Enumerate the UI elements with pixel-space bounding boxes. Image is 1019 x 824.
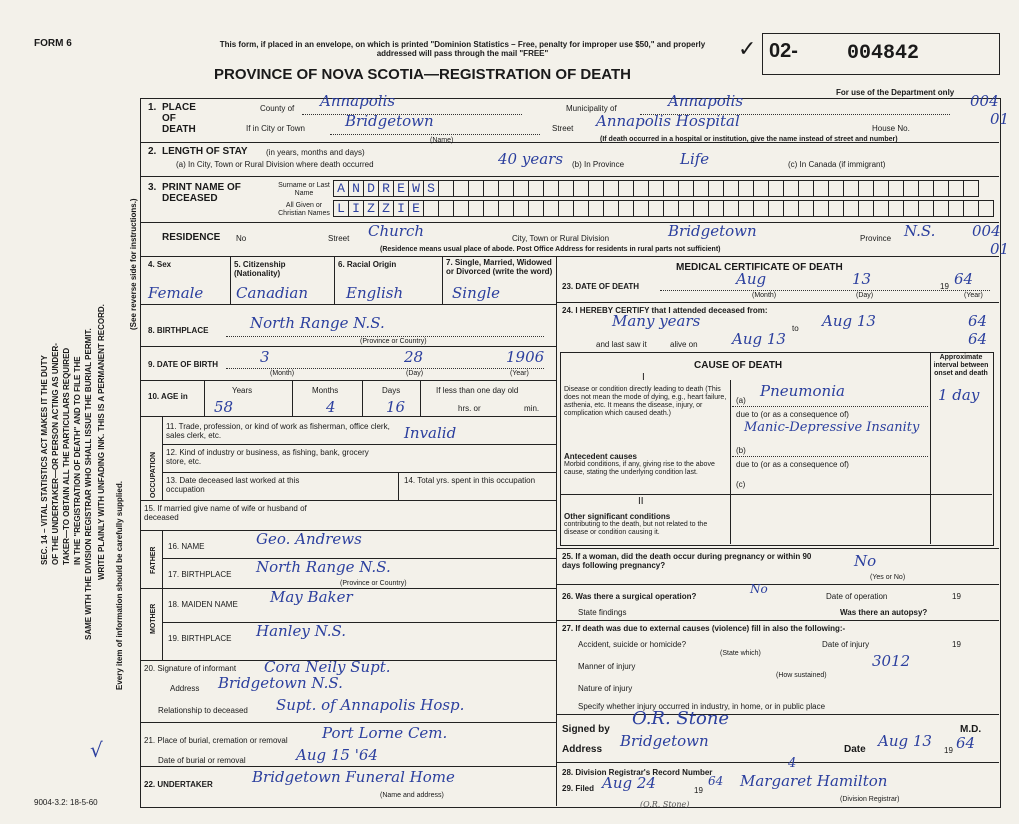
form-title: PROVINCE OF NOVA SCOTIA—REGISTRATION OF DEATH <box>214 66 631 83</box>
hrs-label: hrs. or <box>458 404 481 413</box>
autopsy-label: Was there an autopsy? <box>840 608 928 617</box>
side-text-2: OF THE UNDERTAKER—OR PERSON ACTING AS UNDER- <box>51 343 60 565</box>
side-text-3: TAKER—TO OBTAIN ALL THE PARTICULARS REQUIRED <box>62 347 71 565</box>
house-no-label: House No. <box>872 124 910 133</box>
residence-province: N.S. <box>904 222 936 240</box>
racial-label: 6. Racial Origin <box>338 260 397 269</box>
certify-label: 24. I HEREBY CERTIFY that I attended deceased from: <box>562 306 768 315</box>
nature-label: Nature of injury <box>578 684 633 693</box>
months-label: Months <box>312 386 339 395</box>
father-birthplace-label: 17. BIRTHPLACE <box>168 570 232 579</box>
dod-year: 64 <box>954 270 974 288</box>
dod-day: 13 <box>852 270 872 288</box>
check-mark-icon: ✓ <box>738 36 757 61</box>
total-yrs-label: 14. Total yrs. spent in this occupation <box>404 476 536 485</box>
md-label: M.D. <box>960 724 982 735</box>
cause-a-value: Pneumonia <box>760 382 845 400</box>
date-label: Date <box>844 744 866 755</box>
dob-day-sub: (Day) <box>406 370 424 377</box>
part-2-label: II <box>638 496 644 507</box>
stay-sub: (in years, months and days) <box>266 148 365 157</box>
date-value: Aug 13 <box>878 732 932 750</box>
informant-addr-label: Address <box>170 684 200 693</box>
last-saw-year: 64 <box>968 330 988 348</box>
header-notice: This form, if placed in an envelope, on which is printed "Dominion Statistics – Free, penalty for improper use $50," and properly addressed will pass through the mail "FREE" <box>219 40 706 58</box>
to-label: to <box>792 324 799 333</box>
stay-num: 2. <box>148 146 157 157</box>
undertaker-sub: (Name and address) <box>380 792 444 799</box>
municipality-label: Municipality of <box>566 104 617 113</box>
name-sub: (Name) <box>430 137 454 144</box>
cause-c-label: (c) <box>736 480 746 489</box>
last-worked-label: 13. Date deceased last worked at this occupation <box>166 476 300 494</box>
undertaker-value: Bridgetown Funeral Home <box>252 768 455 786</box>
q29-label: 29. Filed <box>562 784 595 793</box>
sex-value: Female <box>148 284 204 302</box>
relationship-label: Relationship to deceased <box>158 706 248 715</box>
birthplace-value: North Range N.S. <box>250 314 385 332</box>
place-of-death-label: PLACE OF DEATH <box>162 102 196 135</box>
city-value: Bridgetown <box>345 112 434 130</box>
filed-year-prefix: 19 <box>694 786 703 795</box>
dod-label: 23. DATE OF DEATH <box>562 282 640 291</box>
dod-day-sub: (Day) <box>856 292 874 299</box>
date-year: 64 <box>956 734 976 752</box>
stay-label: LENGTH OF STAY <box>162 146 248 157</box>
stay-c-label: (c) In Canada (if immigrant) <box>788 160 886 169</box>
mother-birthplace: Hanley N.S. <box>256 622 347 640</box>
dod-month-sub: (Month) <box>752 292 777 299</box>
code-value: 3012 <box>872 652 911 670</box>
spouse-label: 15. If married give name of wife or husband of deceased <box>144 504 307 522</box>
cause-title: CAUSE OF DEATH <box>694 360 783 371</box>
industry-label: 12. Kind of industry or business, as fishing, bank, grocery store, etc. <box>166 448 369 466</box>
dob-month: 3 <box>260 348 270 366</box>
surname-boxes: A N D R E W S <box>334 180 979 197</box>
attended-to-year: 64 <box>968 312 988 330</box>
informant-addr: Bridgetown N.S. <box>218 674 343 692</box>
side-text-7: Every item of information should be carefully supplied. <box>115 481 124 690</box>
q28-label: 28. Division Registrar's Record Number <box>562 768 713 777</box>
residence-city-label: City, Town or Rural Division <box>512 234 610 243</box>
dob-label: 9. DATE OF BIRTH <box>148 360 219 369</box>
cause-a-label: (a) <box>736 396 746 405</box>
place-label: 1. <box>148 102 157 113</box>
part-1-label: I <box>642 372 645 383</box>
accident-label: Accident, suicide or homicide? <box>578 640 687 649</box>
dod-year-prefix: 19 <box>940 282 949 291</box>
side-text-4: IN THE "REGISTRATION OF DEATH" AND TO FILE THE <box>73 356 82 565</box>
occupation-side-label: OCCUPATION <box>150 451 157 498</box>
county-label: County of <box>260 104 295 113</box>
injury-year-prefix: 19 <box>952 640 961 649</box>
dob-month-sub: (Month) <box>270 370 295 377</box>
registrar-sub: (Division Registrar) <box>840 796 900 803</box>
residence-street: Church <box>368 222 425 240</box>
reg-prefix: 02- <box>769 40 798 62</box>
margin-code-4: 01 <box>990 240 1010 258</box>
reg-number: 004842 <box>847 42 920 65</box>
q25-label: 25. If a woman, did the death occur during pregnancy or within 90 days following pregnancy? <box>562 552 812 570</box>
stone-note: (O.R. Stone) <box>640 800 690 809</box>
city-town-label: If in City or Town <box>246 124 305 133</box>
trade-value: Invalid <box>404 424 457 442</box>
residence-province-label: Province <box>860 234 892 243</box>
attended-from: Many years <box>612 312 701 330</box>
citizenship-label: 5. Citizenship (Nationality) <box>234 260 286 278</box>
name-num: 3. <box>148 182 157 193</box>
margin-code-1: 004 <box>970 92 999 110</box>
marital-value: Single <box>452 284 501 302</box>
last-saw-label: and last saw it <box>596 340 647 349</box>
signed-label: Signed by <box>562 724 610 735</box>
municipality-value: Annapolis <box>668 92 744 110</box>
given-label: All Given or Christian Names <box>278 202 330 217</box>
q26-label: 26. Was there a surgical operation? <box>562 592 697 601</box>
filed-value: Aug 24 <box>602 774 656 792</box>
side-text-8: (See reverse side for instructions.) <box>129 198 138 330</box>
address-label: Address <box>562 744 603 755</box>
relationship-value: Supt. of Annapolis Hosp. <box>276 696 465 714</box>
q25-sub: (Yes or No) <box>870 574 906 581</box>
hospital-note: (If death occurred in a hospital or institution, give the name instead of street and number) <box>600 136 898 143</box>
mother-side-label: MOTHER <box>150 603 157 634</box>
specify-label: Specify whether injury occurred in industry, in home, or in public place <box>578 702 826 711</box>
birthplace-sub: (Province or Country) <box>360 338 427 345</box>
trade-label: 11. Trade, profession, or kind of work as fisherman, office clerk, sales clerk, etc. <box>166 422 390 440</box>
q25-value: No <box>854 552 877 570</box>
side-text-1: SEC. 14 – VITAL STATISTICS ACT MAKES IT THE DUTY <box>40 355 49 565</box>
cause-b-label: (b) <box>736 446 746 455</box>
maiden-value: May Baker <box>270 588 353 606</box>
residence-city: Bridgetown <box>668 222 757 240</box>
maiden-label: 18. MAIDEN NAME <box>168 600 238 609</box>
alive-label: alive on <box>670 340 698 349</box>
interval-label: Approximate interval between onset and death <box>933 354 989 377</box>
registration-number-box <box>762 33 1000 75</box>
cause-a-interval: 1 day <box>938 386 980 404</box>
informant-sig-label: 20. Signature of informant <box>144 664 237 673</box>
footer-code: 9004-3.2: 18-5-60 <box>34 798 98 807</box>
state-findings-label: State findings <box>578 608 627 617</box>
residence-label: RESIDENCE <box>162 232 221 243</box>
disease-label: Disease or condition directly leading to death (This does not mean the mode of dying, e.g., heart failure, asthenia, etc. It means the disease, injury, or complication which caused death.) <box>564 386 727 417</box>
margin-check-icon: √ <box>90 738 103 762</box>
cause-b-value: Manic-Depressive Insanity <box>744 420 920 435</box>
age-months: 4 <box>326 398 336 416</box>
given-boxes: L I Z Z I E <box>334 200 994 217</box>
mother-birthplace-label: 19. BIRTHPLACE <box>168 634 232 643</box>
state-which: (State which) <box>720 650 761 657</box>
residence-no-label: No <box>236 234 247 243</box>
date-op-label: Date of operation <box>826 592 888 601</box>
other-label: Other significant conditions <box>564 512 671 521</box>
last-saw-date: Aug 13 <box>732 330 786 348</box>
manner-label: Manner of injury <box>578 662 636 671</box>
dob-day: 28 <box>404 348 424 366</box>
age-label: 10. AGE in <box>148 392 188 401</box>
marital-label: 7. Single, Married, Widowed or Divorced (write the word) <box>446 258 553 276</box>
stay-a-value: 40 years <box>498 150 564 168</box>
father-name: Geo. Andrews <box>256 530 362 548</box>
street-label: Street <box>552 124 574 133</box>
age-years: 58 <box>214 398 234 416</box>
attended-to: Aug 13 <box>822 312 876 330</box>
father-name-label: 16. NAME <box>168 542 205 551</box>
min-label: min. <box>524 404 540 413</box>
address-value: Bridgetown <box>620 732 709 750</box>
print-name-label: PRINT NAME OF DECEASED <box>162 182 241 204</box>
burial-date: Aug 15 '64 <box>296 746 378 764</box>
undertaker-label: 22. UNDERTAKER <box>144 780 213 789</box>
signed-value: O.R. Stone <box>632 708 730 729</box>
burial-place-label: 21. Place of burial, cremation or removal <box>144 736 288 745</box>
dob-year: 1906 <box>506 348 545 366</box>
age-days: 16 <box>386 398 406 416</box>
father-side-label: FATHER <box>150 546 157 574</box>
burial-place: Port Lorne Cem. <box>322 724 448 742</box>
side-text-5: SAME WITH THE DIVISION REGISTRAR WHO SHALL ISSUE THE BURIAL PERMIT. <box>84 328 93 640</box>
street-value: Annapolis Hospital <box>596 112 740 130</box>
q28-value: 4 <box>788 756 797 771</box>
residence-note: (Residence means usual place of abode. Post Office Address for residents in rural parts not sufficient) <box>380 246 721 253</box>
racial-value: English <box>346 284 404 302</box>
dept-use-label: For use of the Department only <box>836 88 955 97</box>
days-label: Days <box>382 386 401 395</box>
dob-year-sub: (Year) <box>510 370 529 377</box>
margin-code-2: 01 <box>990 110 1010 128</box>
birthplace-label: 8. BIRTHPLACE <box>148 326 209 335</box>
years-label: Years <box>232 386 253 395</box>
dod-month: Aug <box>736 270 767 288</box>
due-to-a: due to (or as a consequence of) <box>736 410 849 419</box>
margin-code-3: 004 <box>972 222 1001 240</box>
surname-label: Surname or Last Name <box>278 182 330 197</box>
stay-b-label: (b) In Province <box>572 160 625 169</box>
citizenship-value: Canadian <box>236 284 309 302</box>
county-value: Annapolis <box>320 92 396 110</box>
q27-label: 27. If death was due to external causes (violence) fill in also the following:- <box>562 624 846 633</box>
dod-year-sub: (Year) <box>964 292 983 299</box>
other-sub: contributing to the death, but not related to the disease or condition causing it. <box>564 521 708 536</box>
lessday-label: If less than one day old <box>436 386 519 395</box>
antecedent-label: Antecedent causes <box>564 452 637 461</box>
father-birthplace: North Range N.S. <box>256 558 391 576</box>
registrar-value: Margaret Hamilton <box>740 772 888 790</box>
burial-date-label: Date of burial or removal <box>158 756 246 765</box>
side-text-6: WRITE PLAINLY WITH UNFADING INK. THIS IS A PERMANENT RECORD. <box>97 304 106 580</box>
q26-value: No <box>750 582 768 596</box>
due-to-b: due to (or as a consequence of) <box>736 460 849 469</box>
informant-sig: Cora Neily Supt. <box>264 658 391 676</box>
op-year-prefix: 19 <box>952 592 961 601</box>
antecedent-sub: Morbid conditions, if any, giving rise to the above cause, stating the underlying condition last. <box>564 461 715 476</box>
date-year-prefix: 19 <box>944 746 953 755</box>
residence-street-label: Street <box>328 234 350 243</box>
how-sustained: (How sustained) <box>776 672 827 679</box>
medical-title: MEDICAL CERTIFICATE OF DEATH <box>676 262 843 273</box>
injury-date-label: Date of injury <box>822 640 870 649</box>
stay-a-label: (a) In City, Town or Rural Division where death occurred <box>176 160 374 169</box>
father-prov-sub: (Province or Country) <box>340 580 407 587</box>
form-id: FORM 6 <box>34 38 72 49</box>
stay-b-value: Life <box>680 150 710 168</box>
filed-year: 64 <box>708 774 724 788</box>
sex-label: 4. Sex <box>148 260 172 269</box>
